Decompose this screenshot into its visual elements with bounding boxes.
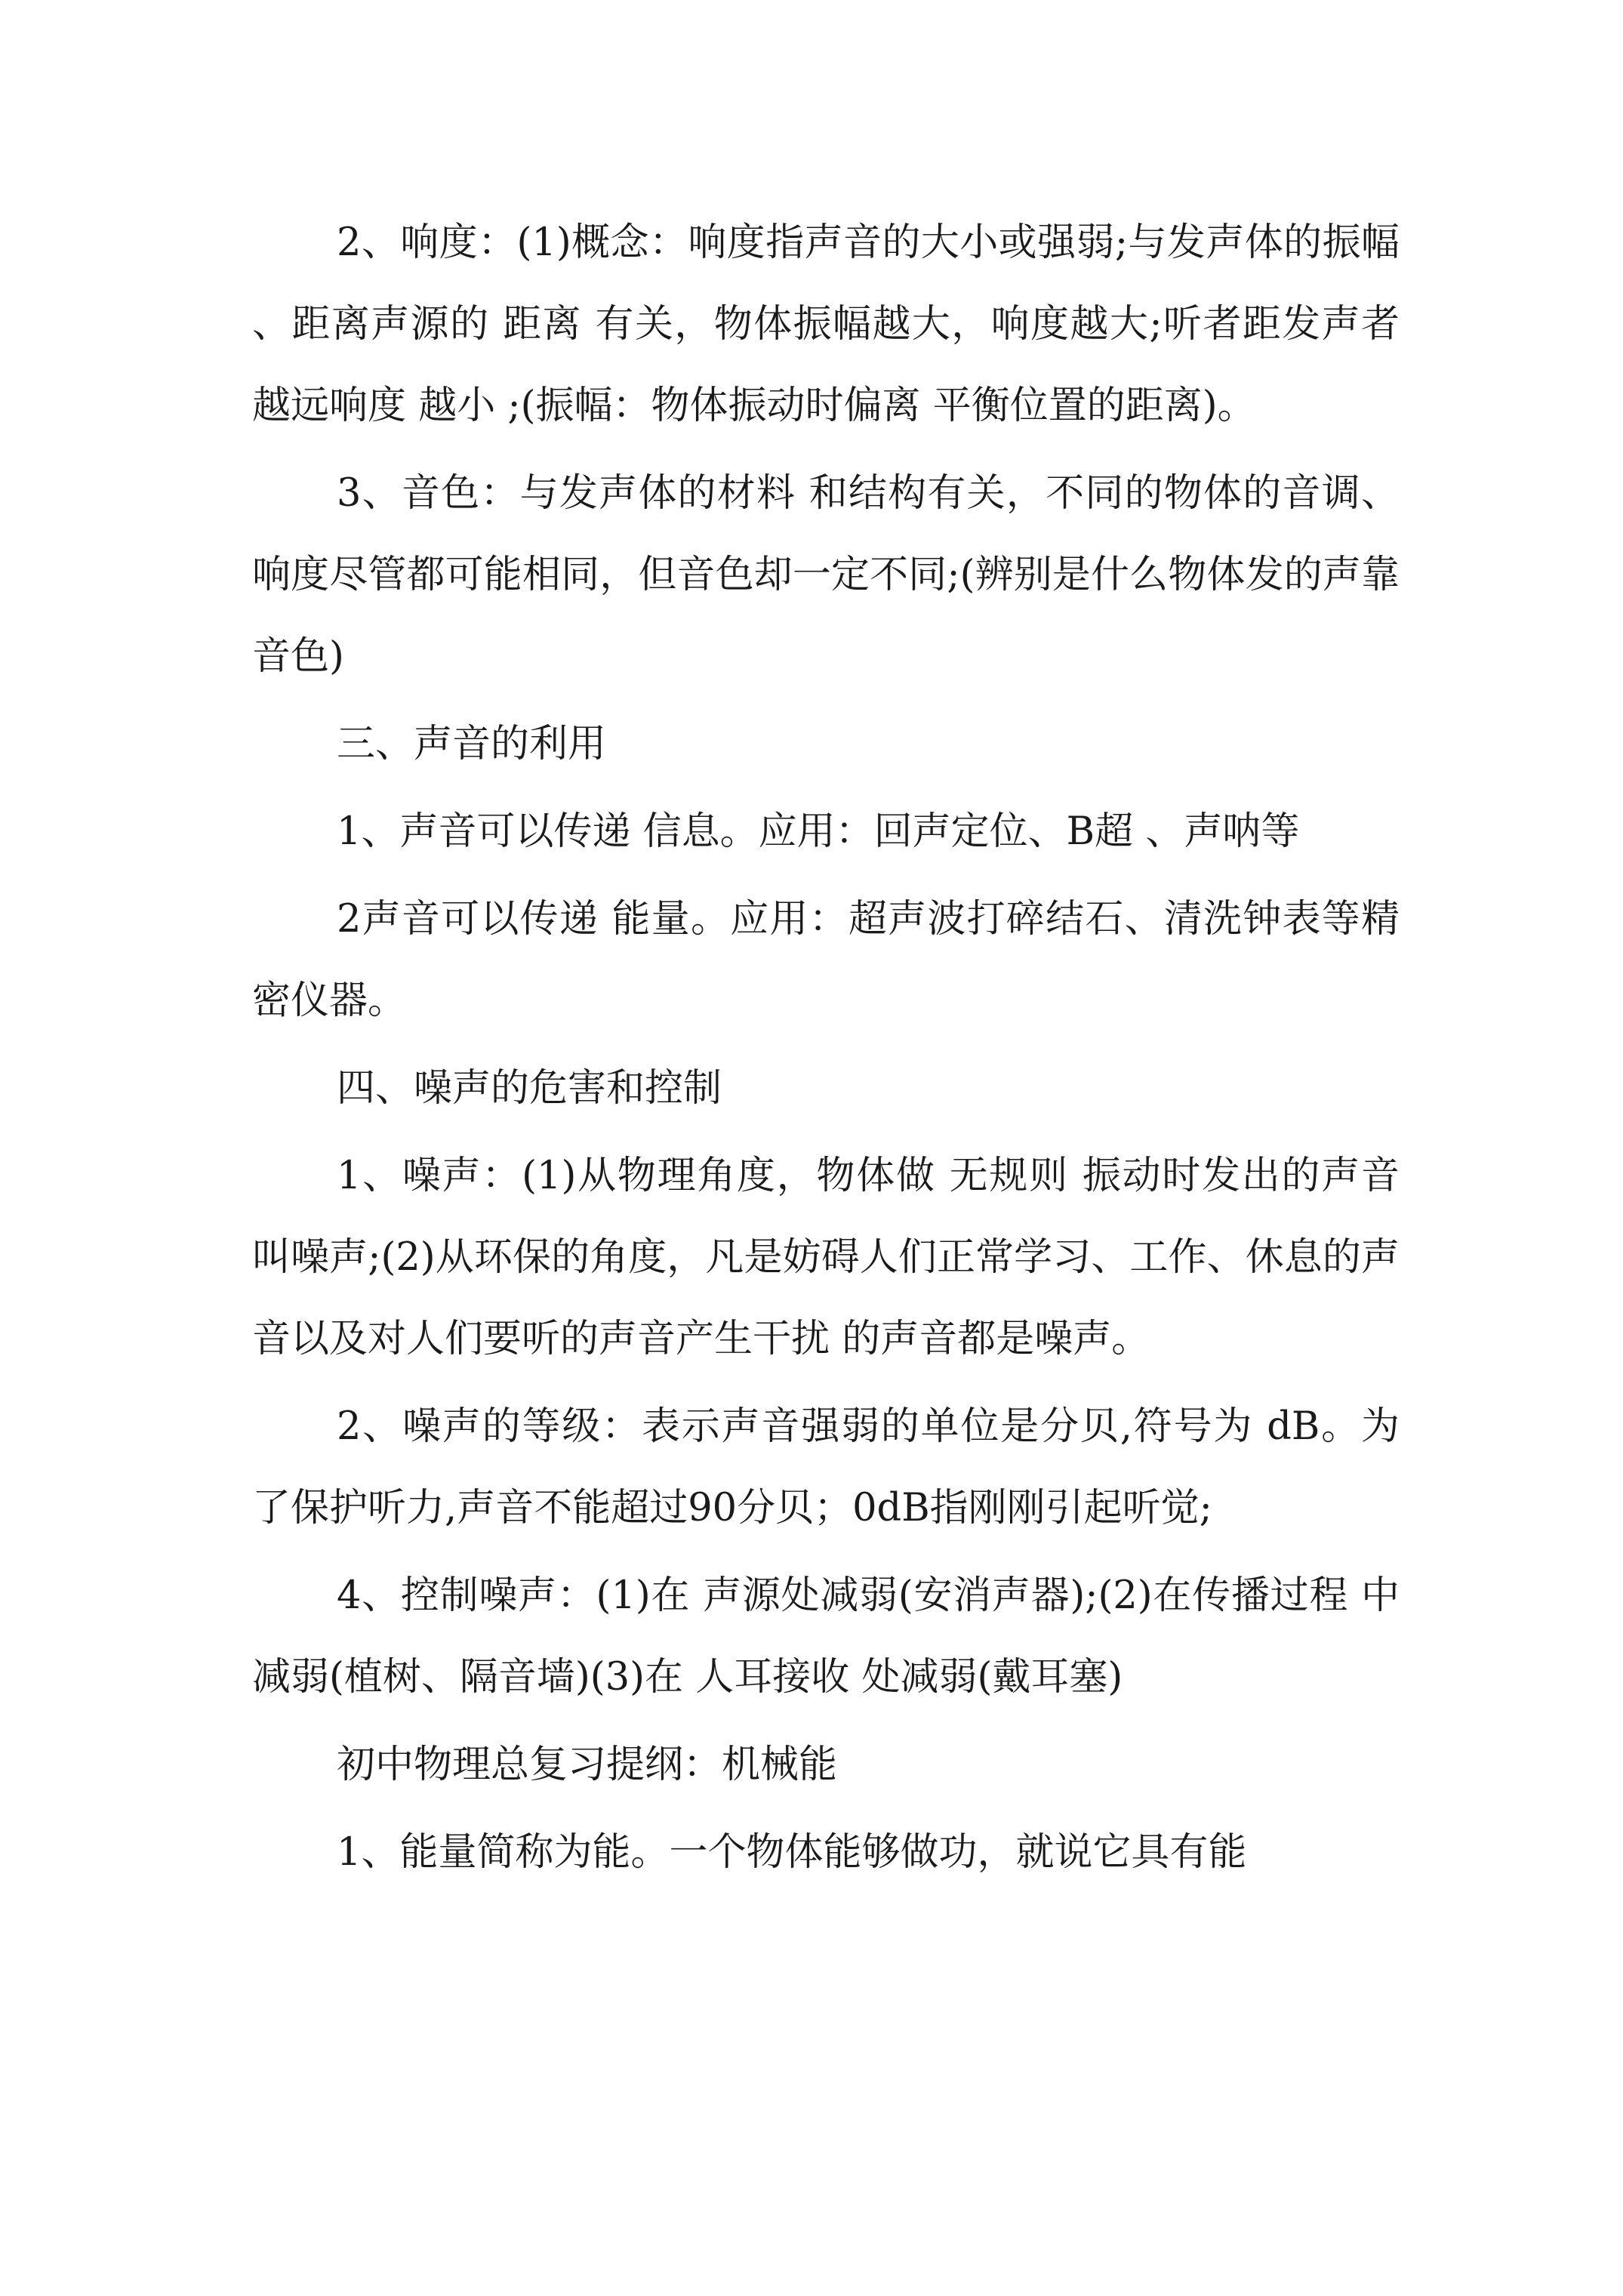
- paragraph-loudness: 2、响度：(1)概念：响度指声音的大小或强弱;与发声体的振幅 、距离声源的 距离 有关，物体振幅越大，响度越大;听者距发声者越远响度 越小 ;(振幅：物体振动时偏离 平衡位置的距离)。: [252, 220, 1400, 428]
- paragraph-noise-control: 4、控制噪声：(1)在 声源处减弱(安消声器);(2)在传播过程 中减弱(植树、隔音墙)(3)在 人耳接收 处减弱(戴耳塞): [252, 1573, 1400, 1700]
- document-body: [252, 202, 1400, 1900]
- paragraph-sound-information: 1、声音可以传递 信息。应用：回声定位、B超 、声呐等: [337, 809, 1300, 854]
- paragraph-timbre: 3、音色：与发声体的材料 和结构有关，不同的物体的音调、响度尽管都可能相同，但音色却一定不同;(辨别是什么物体发的声靠音色): [252, 471, 1400, 679]
- section-heading-sound-uses: 三、声音的利用: [337, 722, 607, 766]
- paragraph-noise-definition: 1、噪声：(1)从物理角度，物体做 无规则 振动时发出的声音叫噪声;(2)从环保的角度，凡是妨碍人们正常学习、工作、休息的声音以及对人们要听的声音产生干扰 的声音都是噪声。: [252, 1154, 1400, 1361]
- section-heading-mechanical-energy: 初中物理总复习提纲：机械能: [337, 1743, 838, 1787]
- section-heading-noise: 四、噪声的危害和控制: [337, 1066, 722, 1111]
- paragraph-energy-definition: 1、能量简称为能。一个物体能够做功，就说它具有能: [337, 1830, 1247, 1875]
- paragraph-sound-energy: 2声音可以传递 能量。应用：超声波打碎结石、清洗钟表等精密仪器。: [252, 897, 1400, 1023]
- paragraph-noise-levels: 2、噪声的等级：表示声音强弱的单位是分贝,符号为 dB。为了保护听力,声音不能超过90分贝；0dB指刚刚引起听觉;: [252, 1404, 1400, 1530]
